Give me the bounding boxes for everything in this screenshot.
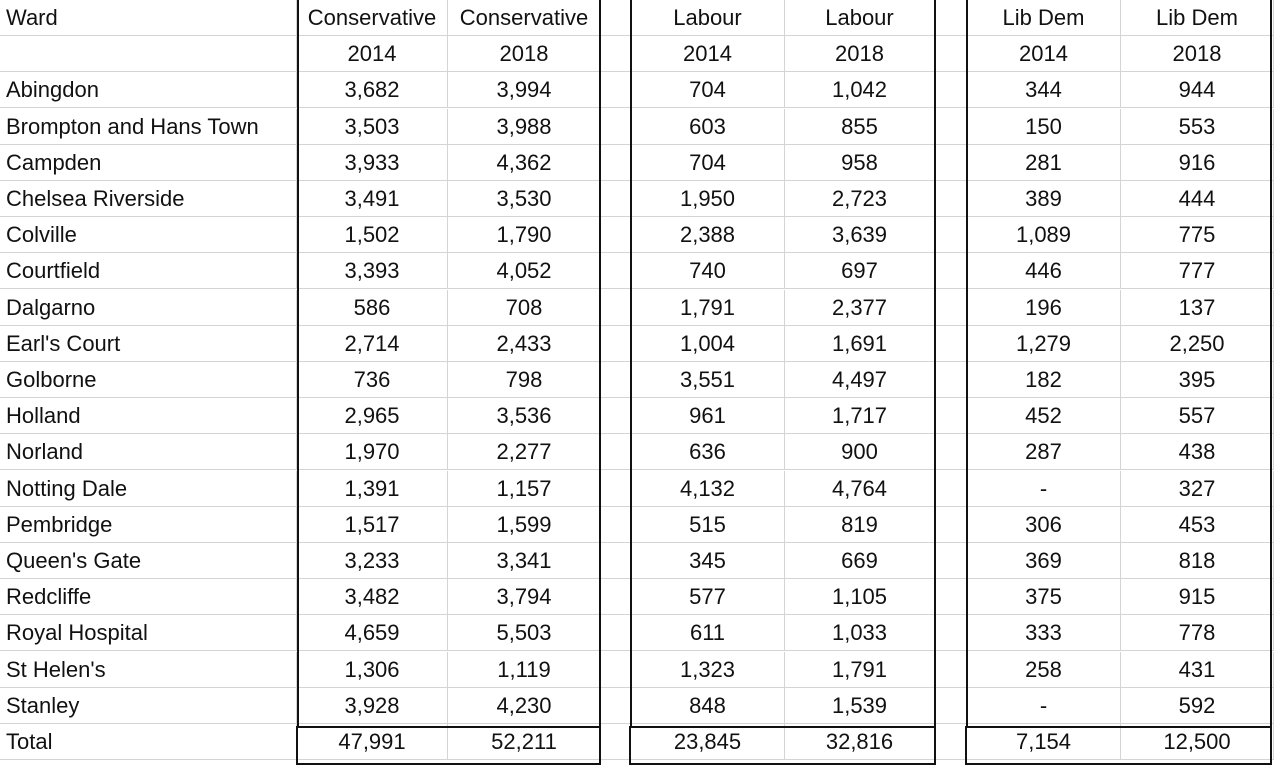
- conservative-2018-cell[interactable]: 1,790: [448, 217, 601, 253]
- conservative-2014-cell[interactable]: 3,491: [297, 181, 448, 217]
- labour-2014-cell[interactable]: 3,551: [631, 362, 785, 398]
- ward-name-cell[interactable]: Colville: [0, 217, 297, 253]
- labour-2014-cell[interactable]: 515: [631, 507, 785, 543]
- conservative-2014-cell[interactable]: 3,682: [297, 72, 448, 108]
- blank-cell[interactable]: [935, 543, 967, 579]
- lib-dem-2018-cell[interactable]: 592: [1121, 688, 1274, 724]
- labour-2018-cell[interactable]: 2,377: [785, 290, 935, 326]
- conservative-2018-cell[interactable]: 3,530: [448, 181, 601, 217]
- conservative-2014-cell[interactable]: 3,503: [297, 109, 448, 145]
- blank-cell[interactable]: [601, 724, 631, 760]
- conservative-2018-cell[interactable]: 3,341: [448, 543, 601, 579]
- blank-cell[interactable]: [935, 652, 967, 688]
- ward-name-cell[interactable]: Stanley: [0, 688, 297, 724]
- group-border: [297, 0, 299, 726]
- blank-cell[interactable]: [935, 145, 967, 181]
- ward-name-cell[interactable]: Chelsea Riverside: [0, 181, 297, 217]
- conservative-2018-cell[interactable]: 3,988: [448, 109, 601, 145]
- labour-2014-cell[interactable]: 704: [631, 72, 785, 108]
- conservative-2018-cell[interactable]: 1,599: [448, 507, 601, 543]
- conservative-2014-cell[interactable]: 1,306: [297, 652, 448, 688]
- lib-dem-2014-cell[interactable]: 1,089: [967, 217, 1121, 253]
- labour-2014-cell[interactable]: 603: [631, 109, 785, 145]
- ward-name-cell[interactable]: Abingdon: [0, 72, 297, 108]
- blank-cell[interactable]: [601, 290, 631, 326]
- conservative-2018-cell[interactable]: 798: [448, 362, 601, 398]
- conservative-2014-cell[interactable]: 2,965: [297, 398, 448, 434]
- year-header-lib-dem-2014[interactable]: 2014: [967, 36, 1121, 72]
- labour-2014-cell[interactable]: 1,791: [631, 290, 785, 326]
- lib-dem-2014-cell[interactable]: 1,279: [967, 326, 1121, 362]
- labour-2014-cell[interactable]: 611: [631, 615, 785, 651]
- blank-cell[interactable]: [601, 615, 631, 651]
- ward-name-cell[interactable]: Holland: [0, 398, 297, 434]
- conservative-2014-cell[interactable]: 1,517: [297, 507, 448, 543]
- labour-2014-cell[interactable]: 345: [631, 543, 785, 579]
- lib-dem-2014-cell[interactable]: 344: [967, 72, 1121, 108]
- party-header-conservative-2014[interactable]: Conservative: [297, 0, 448, 36]
- blank-cell[interactable]: [601, 217, 631, 253]
- lib-dem-2018-cell[interactable]: 915: [1121, 579, 1274, 615]
- blank-cell[interactable]: [601, 579, 631, 615]
- group-border: [1270, 0, 1272, 726]
- conservative-2018-cell[interactable]: 708: [448, 290, 601, 326]
- blank-cell[interactable]: [601, 326, 631, 362]
- blank-cell[interactable]: [601, 652, 631, 688]
- lib-dem-2018-cell[interactable]: 438: [1121, 434, 1274, 470]
- lib-dem-2018-cell[interactable]: 137: [1121, 290, 1274, 326]
- labour-2018-cell[interactable]: 1,033: [785, 615, 935, 651]
- total-conservative-2018[interactable]: 52,211: [448, 724, 601, 760]
- blank-cell[interactable]: [935, 217, 967, 253]
- conservative-2018-cell[interactable]: 4,230: [448, 688, 601, 724]
- blank-cell[interactable]: [935, 290, 967, 326]
- labour-2014-cell[interactable]: 704: [631, 145, 785, 181]
- blank-cell[interactable]: [601, 362, 631, 398]
- lib-dem-2018-cell[interactable]: 444: [1121, 181, 1274, 217]
- blank-cell[interactable]: [601, 72, 631, 108]
- ward-name-cell[interactable]: Notting Dale: [0, 471, 297, 507]
- lib-dem-2018-cell[interactable]: 2,250: [1121, 326, 1274, 362]
- lib-dem-2014-cell[interactable]: 258: [967, 652, 1121, 688]
- labour-2018-cell[interactable]: 1,042: [785, 72, 935, 108]
- total-labour-2014[interactable]: 23,845: [631, 724, 785, 760]
- lib-dem-2018-cell[interactable]: 453: [1121, 507, 1274, 543]
- ward-name-cell[interactable]: Campden: [0, 145, 297, 181]
- lib-dem-2014-cell[interactable]: 446: [967, 253, 1121, 289]
- conservative-2014-cell[interactable]: 3,933: [297, 145, 448, 181]
- labour-2018-cell[interactable]: 1,691: [785, 326, 935, 362]
- group-border: [599, 0, 601, 726]
- lib-dem-2014-cell[interactable]: 375: [967, 579, 1121, 615]
- blank-cell[interactable]: [601, 36, 631, 72]
- blank-cell[interactable]: [935, 109, 967, 145]
- labour-2018-cell[interactable]: 2,723: [785, 181, 935, 217]
- lib-dem-2014-cell[interactable]: 389: [967, 181, 1121, 217]
- labour-2014-cell[interactable]: 1,950: [631, 181, 785, 217]
- conservative-2014-cell[interactable]: 3,393: [297, 253, 448, 289]
- group-border: [966, 0, 968, 726]
- blank-cell[interactable]: [935, 507, 967, 543]
- group-border: [630, 0, 632, 726]
- lib-dem-2014-cell[interactable]: -: [967, 471, 1121, 507]
- blank-cell[interactable]: [935, 362, 967, 398]
- blank-cell[interactable]: [935, 253, 967, 289]
- conservative-2018-cell[interactable]: 4,052: [448, 253, 601, 289]
- blank-cell[interactable]: [935, 471, 967, 507]
- lib-dem-2014-cell[interactable]: 452: [967, 398, 1121, 434]
- total-label[interactable]: Total: [0, 724, 297, 760]
- ward-name-cell[interactable]: Golborne: [0, 362, 297, 398]
- party-header-labour-2018[interactable]: Labour: [785, 0, 935, 36]
- blank-cell[interactable]: [601, 398, 631, 434]
- labour-2018-cell[interactable]: 958: [785, 145, 935, 181]
- blank-cell[interactable]: [601, 253, 631, 289]
- year-header-conservative-2018[interactable]: 2018: [448, 36, 601, 72]
- blank-cell[interactable]: [935, 724, 967, 760]
- ward-name-cell[interactable]: Courtfield: [0, 253, 297, 289]
- lib-dem-2018-cell[interactable]: 553: [1121, 109, 1274, 145]
- lib-dem-2014-cell[interactable]: 333: [967, 615, 1121, 651]
- blank-cell[interactable]: [601, 145, 631, 181]
- labour-2014-cell[interactable]: 740: [631, 253, 785, 289]
- conservative-2014-cell[interactable]: 4,659: [297, 615, 448, 651]
- ward-name-cell[interactable]: Queen's Gate: [0, 543, 297, 579]
- lib-dem-2018-cell[interactable]: 775: [1121, 217, 1274, 253]
- labour-2018-cell[interactable]: 3,639: [785, 217, 935, 253]
- blank-cell[interactable]: [935, 181, 967, 217]
- empty-header-cell[interactable]: [0, 36, 297, 72]
- conservative-2018-cell[interactable]: 3,994: [448, 72, 601, 108]
- labour-2014-cell[interactable]: 961: [631, 398, 785, 434]
- blank-cell[interactable]: [935, 72, 967, 108]
- blank-cell[interactable]: [601, 109, 631, 145]
- labour-2014-cell[interactable]: 636: [631, 434, 785, 470]
- blank-cell[interactable]: [601, 181, 631, 217]
- conservative-2018-cell[interactable]: 3,794: [448, 579, 601, 615]
- lib-dem-2018-cell[interactable]: 777: [1121, 253, 1274, 289]
- labour-2018-cell[interactable]: 1,105: [785, 579, 935, 615]
- lib-dem-2014-cell[interactable]: 150: [967, 109, 1121, 145]
- labour-2018-cell[interactable]: 819: [785, 507, 935, 543]
- labour-2018-cell[interactable]: 697: [785, 253, 935, 289]
- conservative-2018-cell[interactable]: 2,277: [448, 434, 601, 470]
- blank-cell[interactable]: [935, 398, 967, 434]
- conservative-2018-cell[interactable]: 3,536: [448, 398, 601, 434]
- conservative-2014-cell[interactable]: 3,482: [297, 579, 448, 615]
- lib-dem-2014-cell[interactable]: -: [967, 688, 1121, 724]
- labour-2014-cell[interactable]: 4,132: [631, 471, 785, 507]
- ward-name-cell[interactable]: Dalgarno: [0, 290, 297, 326]
- year-header-lib-dem-2018[interactable]: 2018: [1121, 36, 1274, 72]
- ward-name-cell[interactable]: Pembridge: [0, 507, 297, 543]
- ward-header[interactable]: Ward: [0, 0, 297, 36]
- conservative-2014-cell[interactable]: 1,502: [297, 217, 448, 253]
- lib-dem-2018-cell[interactable]: 431: [1121, 652, 1274, 688]
- lib-dem-2018-cell[interactable]: 916: [1121, 145, 1274, 181]
- blank-cell[interactable]: [601, 543, 631, 579]
- labour-2018-cell[interactable]: 900: [785, 434, 935, 470]
- blank-cell[interactable]: [601, 0, 631, 36]
- lib-dem-2018-cell[interactable]: 395: [1121, 362, 1274, 398]
- lib-dem-2018-cell[interactable]: 944: [1121, 72, 1274, 108]
- conservative-2018-cell[interactable]: 4,362: [448, 145, 601, 181]
- lib-dem-2018-cell[interactable]: 818: [1121, 543, 1274, 579]
- lib-dem-2014-cell[interactable]: 306: [967, 507, 1121, 543]
- labour-2018-cell[interactable]: 1,539: [785, 688, 935, 724]
- labour-2018-cell[interactable]: 1,717: [785, 398, 935, 434]
- ward-name-cell[interactable]: Norland: [0, 434, 297, 470]
- conservative-2014-cell[interactable]: 1,391: [297, 471, 448, 507]
- blank-cell[interactable]: [935, 434, 967, 470]
- lib-dem-2014-cell[interactable]: 369: [967, 543, 1121, 579]
- ward-name-cell[interactable]: Redcliffe: [0, 579, 297, 615]
- blank-cell[interactable]: [601, 434, 631, 470]
- conservative-2014-cell[interactable]: 2,714: [297, 326, 448, 362]
- total-box: [965, 726, 1272, 765]
- party-header-labour-2014[interactable]: Labour: [631, 0, 785, 36]
- party-header-lib-dem-2014[interactable]: Lib Dem: [967, 0, 1121, 36]
- ward-name-cell[interactable]: Royal Hospital: [0, 615, 297, 651]
- lib-dem-2018-cell[interactable]: 557: [1121, 398, 1274, 434]
- conservative-2018-cell[interactable]: 5,503: [448, 615, 601, 651]
- blank-cell[interactable]: [935, 0, 967, 36]
- labour-2014-cell[interactable]: 848: [631, 688, 785, 724]
- lib-dem-2014-cell[interactable]: 196: [967, 290, 1121, 326]
- ward-name-cell[interactable]: Brompton and Hans Town: [0, 109, 297, 145]
- lib-dem-2018-cell[interactable]: 778: [1121, 615, 1274, 651]
- conservative-2014-cell[interactable]: 1,970: [297, 434, 448, 470]
- labour-2018-cell[interactable]: 669: [785, 543, 935, 579]
- ward-name-cell[interactable]: Earl's Court: [0, 326, 297, 362]
- labour-2018-cell[interactable]: 855: [785, 109, 935, 145]
- conservative-2014-cell[interactable]: 736: [297, 362, 448, 398]
- labour-2014-cell[interactable]: 577: [631, 579, 785, 615]
- conservative-2018-cell[interactable]: 1,157: [448, 471, 601, 507]
- total-conservative-2014[interactable]: 47,991: [297, 724, 448, 760]
- blank-cell[interactable]: [601, 507, 631, 543]
- blank-cell[interactable]: [935, 579, 967, 615]
- party-header-conservative-2018[interactable]: Conservative: [448, 0, 601, 36]
- ward-name-cell[interactable]: St Helen's: [0, 652, 297, 688]
- lib-dem-2014-cell[interactable]: 287: [967, 434, 1121, 470]
- conservative-2018-cell[interactable]: 1,119: [448, 652, 601, 688]
- total-labour-2018[interactable]: 32,816: [785, 724, 935, 760]
- conservative-2014-cell[interactable]: 3,233: [297, 543, 448, 579]
- labour-2018-cell[interactable]: 4,497: [785, 362, 935, 398]
- blank-cell[interactable]: [935, 688, 967, 724]
- blank-cell[interactable]: [935, 36, 967, 72]
- blank-cell[interactable]: [935, 326, 967, 362]
- conservative-2018-cell[interactable]: 2,433: [448, 326, 601, 362]
- conservative-2014-cell[interactable]: 3,928: [297, 688, 448, 724]
- year-header-conservative-2014[interactable]: 2014: [297, 36, 448, 72]
- group-border: [934, 0, 936, 726]
- total-box: [296, 726, 601, 765]
- labour-2018-cell[interactable]: 1,791: [785, 652, 935, 688]
- year-header-labour-2014[interactable]: 2014: [631, 36, 785, 72]
- labour-2014-cell[interactable]: 1,323: [631, 652, 785, 688]
- blank-cell[interactable]: [935, 615, 967, 651]
- party-header-lib-dem-2018[interactable]: Lib Dem: [1121, 0, 1274, 36]
- conservative-2014-cell[interactable]: 586: [297, 290, 448, 326]
- labour-2014-cell[interactable]: 1,004: [631, 326, 785, 362]
- labour-2018-cell[interactable]: 4,764: [785, 471, 935, 507]
- total-lib-dem-2014[interactable]: 7,154: [967, 724, 1121, 760]
- lib-dem-2014-cell[interactable]: 182: [967, 362, 1121, 398]
- blank-cell[interactable]: [601, 688, 631, 724]
- total-box: [629, 726, 936, 765]
- total-lib-dem-2018[interactable]: 12,500: [1121, 724, 1274, 760]
- lib-dem-2014-cell[interactable]: 281: [967, 145, 1121, 181]
- blank-cell[interactable]: [601, 471, 631, 507]
- year-header-labour-2018[interactable]: 2018: [785, 36, 935, 72]
- labour-2014-cell[interactable]: 2,388: [631, 217, 785, 253]
- lib-dem-2018-cell[interactable]: 327: [1121, 471, 1274, 507]
